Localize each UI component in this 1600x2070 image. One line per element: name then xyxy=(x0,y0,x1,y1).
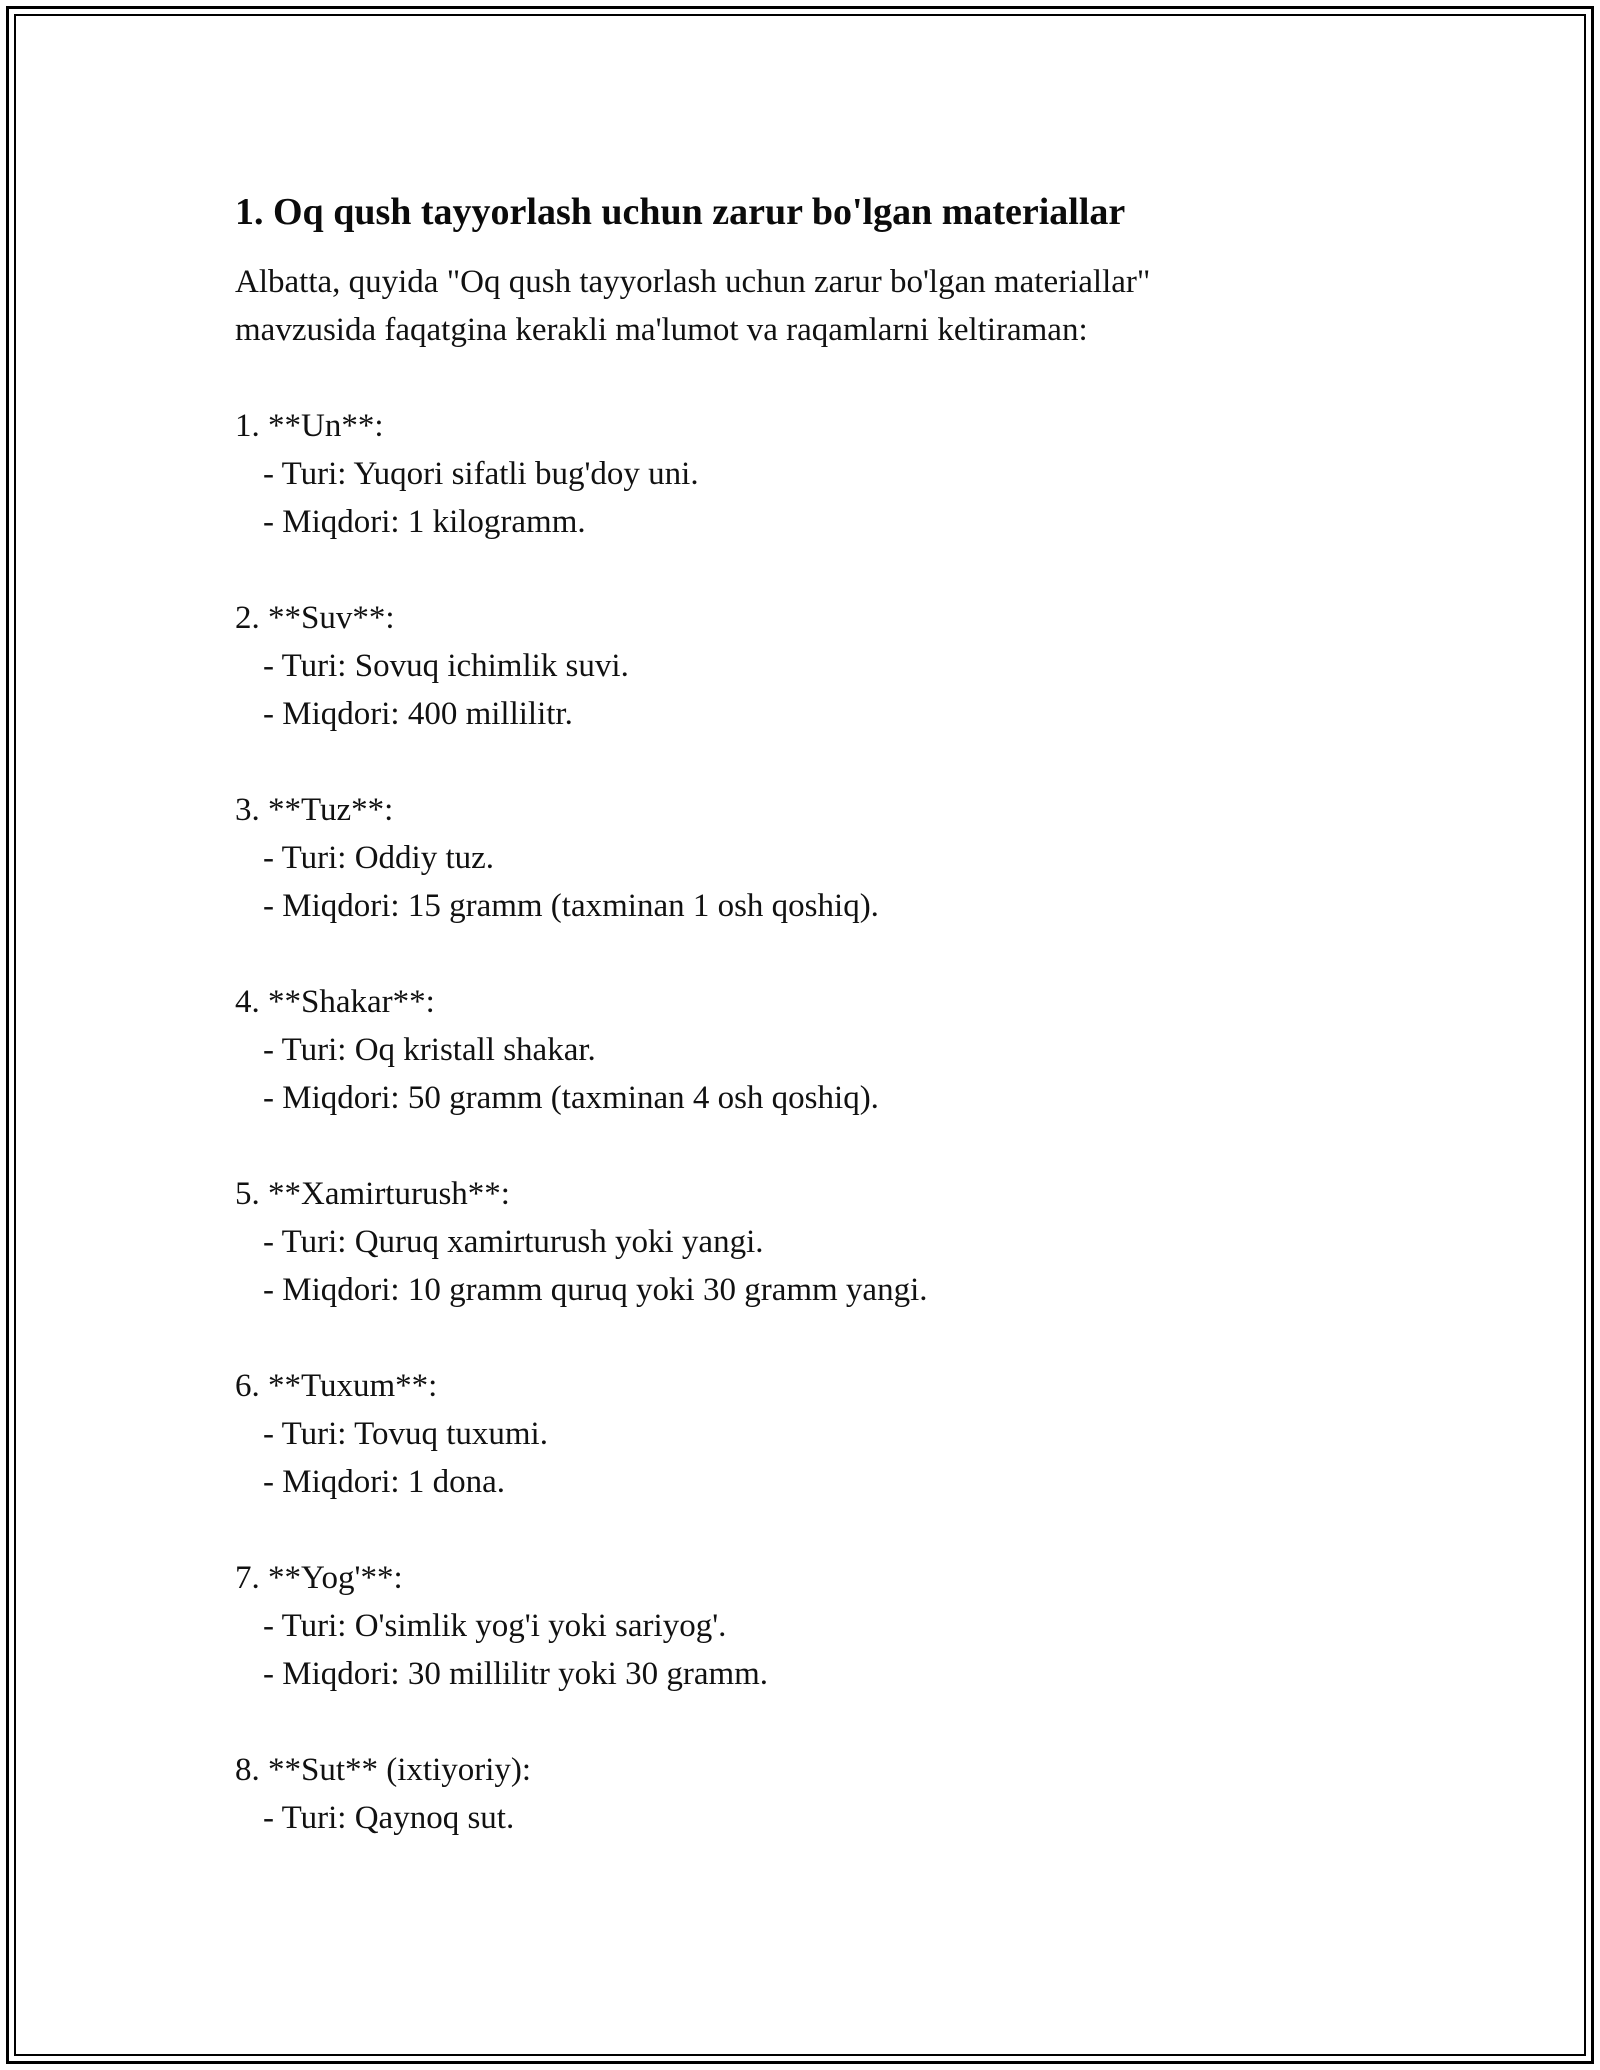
list-item-miqdori: - Miqdori: 1 dona. xyxy=(263,1464,505,1500)
list-item-sut xyxy=(235,1746,1435,1842)
page-title: 1. Oq qush tayyorlash uchun zarur bo'lgan materiallar xyxy=(235,191,1126,233)
list-item-tuz xyxy=(235,786,1435,930)
list-item-turi: - Turi: Qaynoq sut. xyxy=(263,1800,515,1836)
list-item-yog xyxy=(235,1554,1435,1698)
list-item-suv xyxy=(235,594,1435,738)
list-item-un xyxy=(235,402,1435,546)
list-item-turi: - Turi: Oddiy tuz. xyxy=(263,840,495,876)
list-item-turi: - Turi: Yuqori sifatli bug'doy uni. xyxy=(263,456,699,492)
list-item-miqdori: - Miqdori: 1 kilogramm. xyxy=(263,504,586,540)
list-item-miqdori: - Miqdori: 10 gramm quruq yoki 30 gramm yangi. xyxy=(263,1272,928,1308)
list-item-turi: - Turi: O'simlik yog'i yoki sariyog'. xyxy=(263,1608,727,1644)
list-item-turi: - Turi: Tovuq tuxumi. xyxy=(263,1416,548,1452)
list-item-miqdori: - Miqdori: 15 gramm (taxminan 1 osh qoshiq). xyxy=(263,888,879,924)
list-item-turi: - Turi: Sovuq ichimlik suvi. xyxy=(263,648,629,684)
list-item-shakar xyxy=(235,978,1435,1122)
list-item-tuxum xyxy=(235,1362,1435,1506)
document-body xyxy=(235,190,1435,1890)
list-item-miqdori: - Miqdori: 400 millilitr. xyxy=(263,696,573,732)
list-item-heading: 2. **Suv**: xyxy=(235,600,395,636)
list-item-heading: 6. **Tuxum**: xyxy=(235,1368,438,1404)
list-item-xamirturush xyxy=(235,1170,1435,1314)
list-item-heading: 5. **Xamirturush**: xyxy=(235,1176,510,1212)
list-item-turi: - Turi: Oq kristall shakar. xyxy=(263,1032,596,1068)
list-item-heading: 4. **Shakar**: xyxy=(235,984,435,1020)
list-item-miqdori: - Miqdori: 50 gramm (taxminan 4 osh qoshiq). xyxy=(263,1080,879,1116)
list-item-heading: 1. **Un**: xyxy=(235,408,384,444)
intro-paragraph: Albatta, quyida "Oq qush tayyorlash uchun zarur bo'lgan materiallar" mavzusida faqatgina kerakli ma'lumot va raqamlarni keltiraman: xyxy=(235,264,1151,348)
list-item-heading: 7. **Yog'**: xyxy=(235,1560,403,1596)
list-item-heading: 3. **Tuz**: xyxy=(235,792,394,828)
list-item-turi: - Turi: Quruq xamirturush yoki yangi. xyxy=(263,1224,764,1260)
list-item-heading: 8. **Sut** (ixtiyoriy): xyxy=(235,1752,532,1788)
list-item-miqdori: - Miqdori: 30 millilitr yoki 30 gramm. xyxy=(263,1656,769,1692)
